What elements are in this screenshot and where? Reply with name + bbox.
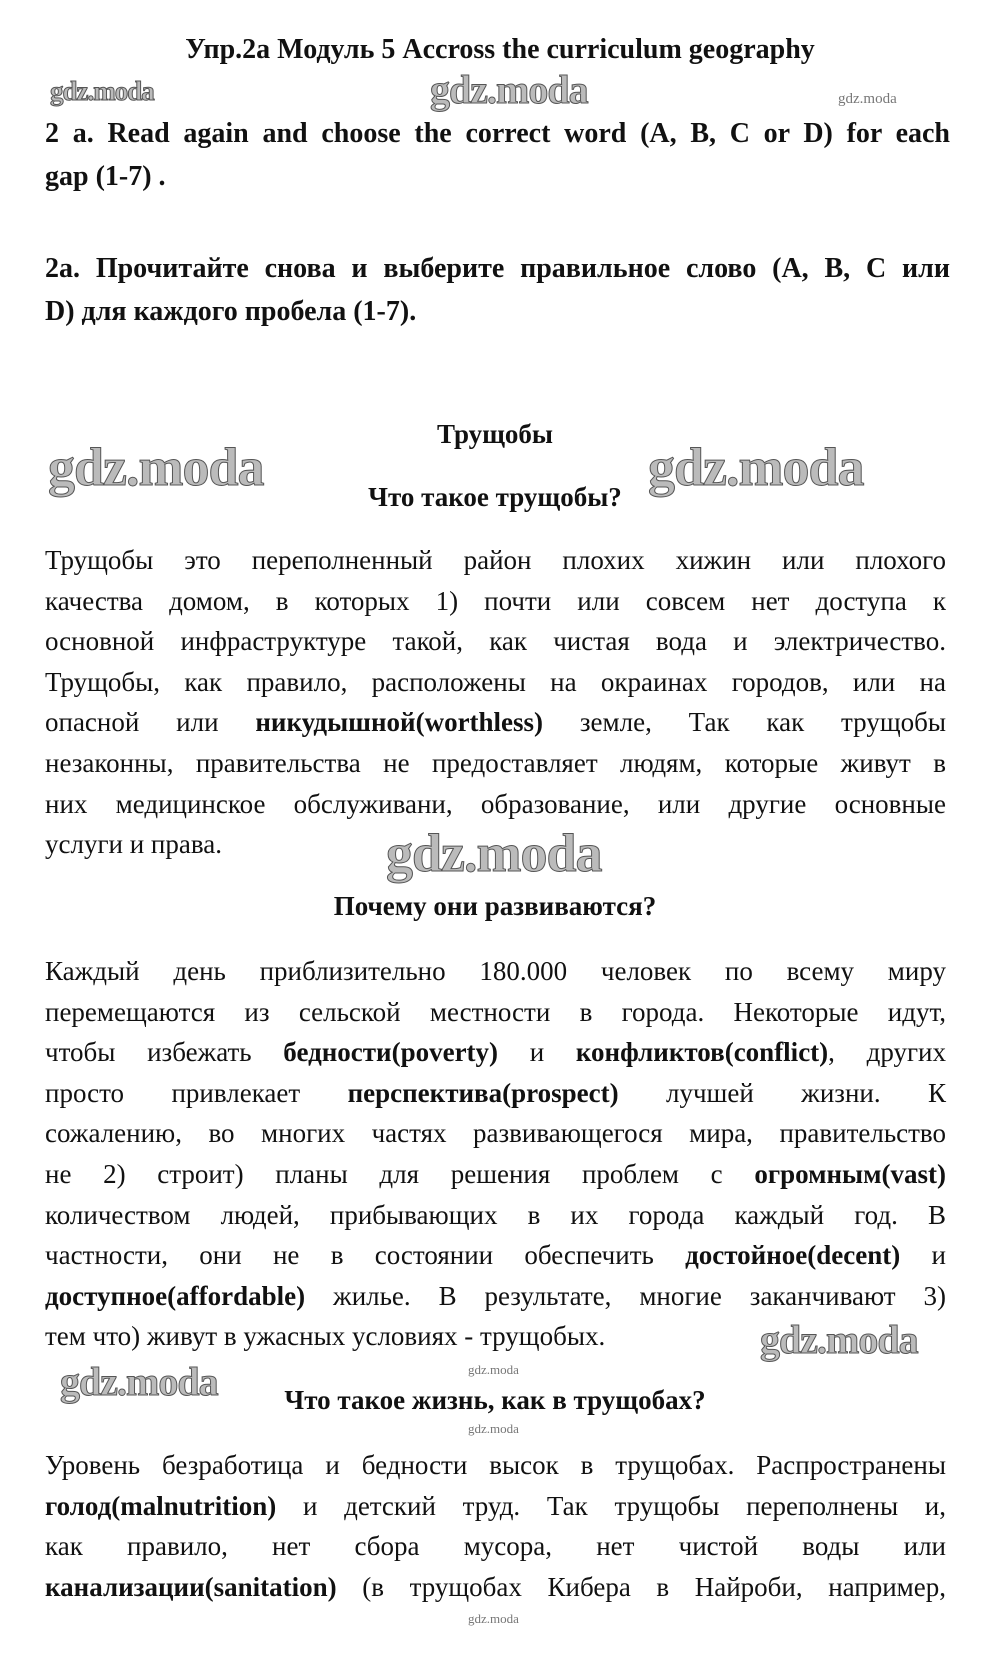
text-segment: тем что) живут в ужасных условиях - трущобых. bbox=[45, 1321, 606, 1352]
task-english bbox=[45, 112, 950, 198]
text-line bbox=[45, 1276, 946, 1317]
task-russian-line: 2a. Прочитайте снова и выберите правильное слово (A, B, C или bbox=[45, 253, 950, 284]
text-segment: просто привлекает bbox=[45, 1077, 348, 1108]
text-line bbox=[45, 1113, 946, 1154]
watermark: gdz.moda bbox=[60, 1359, 218, 1404]
text-segment: Трущобы это переполненный район плохих хижин или плохого bbox=[45, 545, 946, 575]
watermark: gdz.moda bbox=[468, 1421, 519, 1436]
text-line bbox=[45, 621, 946, 662]
text-segment: (в трущобах Кибера в Найроби, например, bbox=[336, 1571, 946, 1602]
text-line bbox=[45, 951, 946, 992]
text-line bbox=[45, 581, 946, 622]
task-russian-line: D) для каждого пробела (1-7). bbox=[45, 296, 417, 327]
text-segment: опасной или bbox=[45, 707, 256, 738]
text-line bbox=[45, 540, 946, 581]
text-line bbox=[45, 1445, 946, 1486]
watermark: gdz.moda bbox=[648, 437, 864, 497]
paragraph-3 bbox=[45, 1445, 946, 1607]
text-segment: них медицинское обслуживани, образование, или другие основные bbox=[45, 788, 946, 819]
text-segment: качества домом, в которых 1) почти или совсем нет доступа к bbox=[45, 585, 946, 616]
text-segment: земле, Так как трущобы bbox=[543, 707, 946, 738]
text-line bbox=[45, 743, 946, 784]
watermark: gdz.moda bbox=[430, 67, 588, 112]
text-segment: жилье. В результате, многие заканчивают 3) bbox=[305, 1280, 946, 1311]
text-segment: Уровень безработица и бедности высок в трущобах. Распространены bbox=[45, 1450, 946, 1480]
paragraph-2 bbox=[45, 951, 946, 1357]
watermark: gdz.moda bbox=[468, 1362, 519, 1377]
text-segment: , других bbox=[828, 1037, 946, 1068]
paragraph-1 bbox=[45, 540, 946, 865]
text-line bbox=[45, 1195, 946, 1236]
text-segment: сожалению, во многих частях развивающегося мира, правительство bbox=[45, 1118, 946, 1149]
text-segment: и bbox=[498, 1037, 576, 1068]
watermark: gdz.moda bbox=[50, 76, 154, 106]
bold-term: голод(malnutrition) bbox=[45, 1490, 277, 1521]
section-heading-3: Что такое жизнь, как в трущобах? bbox=[284, 1385, 706, 1415]
text-segment: лучшей жизни. К bbox=[618, 1077, 946, 1108]
bold-term: огромным(vast) bbox=[754, 1158, 946, 1189]
text-line bbox=[45, 1235, 946, 1276]
task-english-line: 2 a. Read again and choose the correct word (A, B, C or D) for each bbox=[45, 118, 950, 149]
page-title: Упр.2a Модуль 5 Accross the curriculum geography bbox=[185, 34, 815, 65]
text-segment: как правило, нет сбора мусора, нет чистой воды или bbox=[45, 1531, 946, 1562]
text-segment: незаконны, правительства не предоставляет людям, которые живут в bbox=[45, 747, 946, 778]
text-line bbox=[45, 1154, 946, 1195]
text-segment: чтобы избежать bbox=[45, 1037, 284, 1068]
section-heading-2: Почему они развиваются? bbox=[333, 891, 657, 921]
main-heading: Трущобы bbox=[436, 419, 553, 449]
bold-term: доступное(affordable) bbox=[45, 1280, 306, 1311]
bold-term: конфликтов(conflict) bbox=[575, 1037, 829, 1068]
text-segment: частности, они не в состоянии обеспечить bbox=[45, 1240, 686, 1271]
bold-term: никудышной(worthless) bbox=[255, 707, 544, 738]
text-segment: количеством людей, прибывающих в их города каждый год. В bbox=[45, 1199, 946, 1230]
text-segment: Трущобы, как правило, расположены на окраинах городов, или на bbox=[45, 666, 946, 697]
bold-term: канализации(sanitation) bbox=[45, 1571, 337, 1602]
task-russian bbox=[45, 247, 950, 333]
text-line bbox=[45, 1073, 946, 1114]
bold-term: достойное(decent) bbox=[685, 1240, 901, 1271]
text-segment: и детский труд. Так трущобы переполнены и, bbox=[276, 1490, 946, 1521]
bold-term: перспектива(prospect) bbox=[347, 1077, 619, 1108]
text-segment: и bbox=[900, 1240, 946, 1271]
text-line bbox=[45, 1032, 946, 1073]
text-segment: основной инфраструктуре такой, как чистая вода и электричество. bbox=[45, 626, 946, 657]
watermark: gdz.moda bbox=[760, 1317, 918, 1362]
text-segment: Каждый день приблизительно 180.000 человек по всему миру bbox=[45, 956, 946, 986]
text-line bbox=[45, 662, 946, 703]
text-segment: услуги и права. bbox=[45, 829, 222, 860]
task-english-line: gap (1-7) . bbox=[45, 161, 166, 192]
bold-term: бедности(poverty) bbox=[283, 1037, 499, 1068]
text-line bbox=[45, 702, 946, 743]
text-segment: перемещаются из сельской местности в города. Некоторые идут, bbox=[45, 996, 946, 1027]
text-line bbox=[45, 784, 946, 825]
text-line bbox=[45, 1567, 946, 1608]
watermark: gdz.moda bbox=[468, 1611, 519, 1626]
text-segment: не 2) строит) планы для решения проблем с bbox=[45, 1158, 755, 1189]
watermark: gdz.moda bbox=[838, 91, 897, 107]
watermark: gdz.moda bbox=[386, 823, 602, 883]
text-line bbox=[45, 1526, 946, 1567]
text-line bbox=[45, 1486, 946, 1527]
watermark: gdz.moda bbox=[48, 437, 264, 497]
section-heading-1: Что такое трущобы? bbox=[368, 482, 622, 512]
text-line bbox=[45, 992, 946, 1033]
